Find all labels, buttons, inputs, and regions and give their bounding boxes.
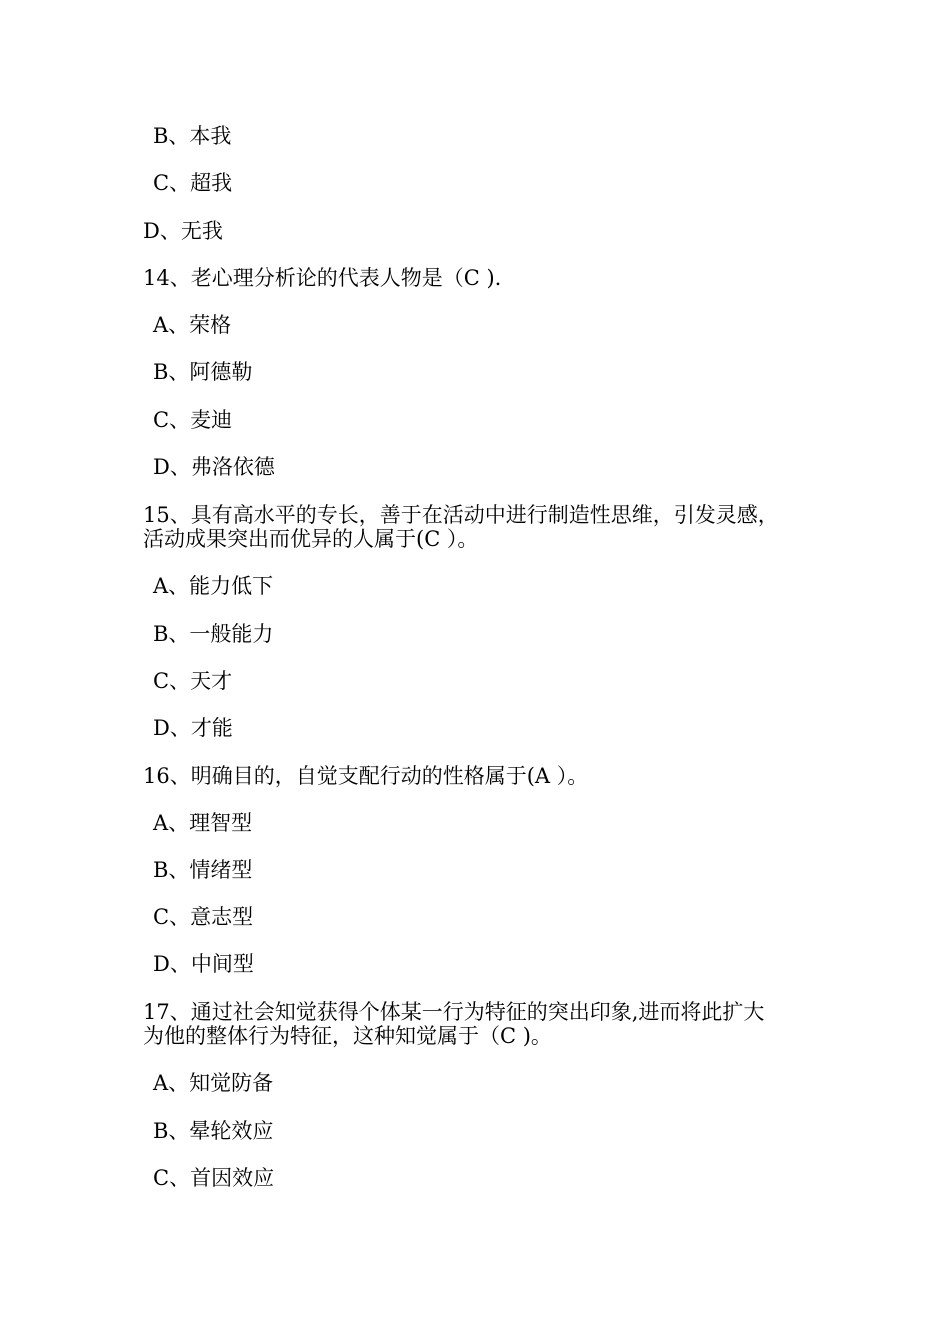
option-c-prev: C、超我 <box>153 171 233 195</box>
q16-option-d: D、中间型 <box>153 952 254 976</box>
q14-option-d: D、弗洛依德 <box>153 455 275 479</box>
question-17-line1: 17、通过社会知觉获得个体某一行为特征的突出印象,进而将此扩大 <box>143 1000 765 1024</box>
question-17-line2: 为他的整体行为特征，这种知觉属于（C )。 <box>143 1024 552 1048</box>
q15-option-b: B、一般能力 <box>153 622 274 646</box>
option-b-prev: B、本我 <box>153 124 232 148</box>
q17-option-b: B、晕轮效应 <box>153 1119 274 1143</box>
q15-option-a: A、能力低下 <box>153 574 274 598</box>
question-15-line2: 活动成果突出而优异的人属于(C ）。 <box>143 527 479 551</box>
q16-option-a: A、理智型 <box>153 811 253 835</box>
question-16: 16、明确目的，自觉支配行动的性格属于(A ）。 <box>143 764 589 788</box>
question-15-line1: 15、具有高水平的专长，善于在活动中进行制造性思维，引发灵感， <box>143 503 779 527</box>
q14-option-c: C、麦迪 <box>153 408 233 432</box>
q16-option-c: C、意志型 <box>153 905 254 929</box>
q17-option-a: A、知觉防备 <box>153 1071 274 1095</box>
q14-option-b: B、阿德勒 <box>153 360 253 384</box>
q15-option-d: D、才能 <box>153 716 233 740</box>
q16-option-b: B、情绪型 <box>153 858 253 882</box>
q15-option-c: C、天才 <box>153 669 233 693</box>
question-14: 14、老心理分析论的代表人物是（C ). <box>143 266 502 290</box>
option-d-prev: D、无我 <box>143 219 223 243</box>
q17-option-c: C、首因效应 <box>153 1166 275 1190</box>
q14-option-a: A、荣格 <box>153 313 232 337</box>
